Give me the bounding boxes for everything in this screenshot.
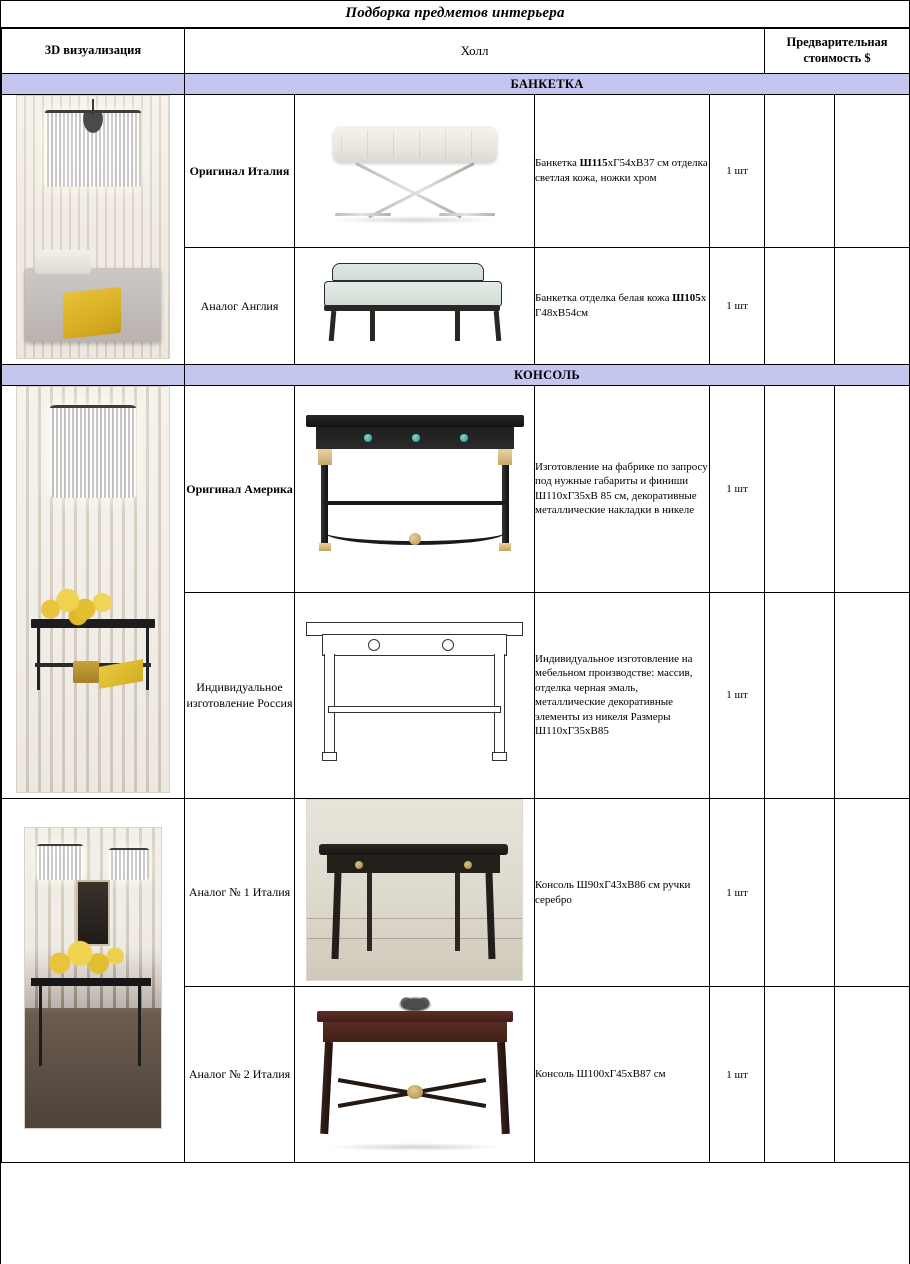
- bench-tufted-white-image: [315, 104, 515, 234]
- description-bold: Ш105: [672, 292, 701, 305]
- item-quantity: 1 шт: [710, 386, 765, 593]
- description-suffix: хГ54хВ37 см отделка светлая кожа, ножки хром: [535, 157, 708, 184]
- item-price-1[interactable]: [765, 386, 835, 593]
- console-top-shape: [306, 415, 524, 427]
- console-mahogany-x-image: [305, 987, 525, 1157]
- items-table: [1, 28, 910, 1163]
- console-leg: [320, 1042, 333, 1134]
- section-band-spacer-1: [2, 74, 185, 95]
- console-brass-cap: [318, 449, 332, 465]
- item-label: Индивидуальное изготовление Россия: [185, 592, 295, 799]
- bench-x-leg-right: [368, 162, 475, 218]
- console-foot-cap: [492, 752, 507, 761]
- console-apron-shape: [323, 1022, 507, 1042]
- item-price-2[interactable]: [835, 95, 910, 248]
- console-leg: [367, 873, 372, 951]
- item-price-1[interactable]: [765, 248, 835, 365]
- bench-leg: [493, 310, 501, 340]
- description-prefix: Банкетка отделка белая кожа: [535, 292, 673, 305]
- yellow-flowers-shape: [43, 940, 127, 982]
- table-row: [2, 386, 910, 593]
- render-bedroom-chandelier: [16, 95, 170, 359]
- console-stretcher: [324, 501, 506, 505]
- bench-leg: [455, 311, 460, 341]
- description-prefix: Банкетка: [535, 157, 580, 170]
- item-price-2[interactable]: [835, 386, 910, 593]
- product-image-cell: [295, 248, 535, 365]
- console-foot-cap: [319, 543, 331, 551]
- console-knob: [364, 434, 372, 442]
- render-hall-flowers: [16, 386, 170, 793]
- bench-x-leg-left: [355, 162, 462, 218]
- console-black-brass-image: [300, 401, 530, 571]
- console-leg: [324, 654, 335, 752]
- product-image-cell: [295, 95, 535, 248]
- item-quantity: 1 шт: [710, 799, 765, 987]
- handbag-shape: [73, 661, 99, 683]
- item-label: Аналог № 2 Италия: [185, 987, 295, 1163]
- console-leg: [332, 873, 342, 959]
- item-price-1[interactable]: [765, 95, 835, 248]
- console-medallion: [407, 1085, 423, 1099]
- item-price-2[interactable]: [835, 592, 910, 799]
- console-shadow: [325, 1143, 505, 1151]
- bench-leg: [328, 310, 336, 340]
- table-header-row: [2, 29, 910, 74]
- item-label: Аналог № 1 Италия: [185, 799, 295, 987]
- table-row: [2, 95, 910, 248]
- product-image-cell: [295, 386, 535, 593]
- console-ornament: [395, 995, 435, 1011]
- product-image-cell: [295, 592, 535, 799]
- console-leg: [146, 628, 149, 690]
- item-description: Консоль Ш90хГ43хВ86 см ручки серебро: [535, 799, 710, 987]
- console-apron-shape: [322, 634, 507, 656]
- section-band-row-konsol: [2, 365, 910, 386]
- item-price-1[interactable]: [765, 987, 835, 1163]
- bench-rail-shape: [324, 305, 500, 311]
- item-quantity: 1 шт: [710, 592, 765, 799]
- console-ring-pull: [442, 639, 454, 651]
- console-leg: [37, 628, 40, 690]
- console-top-shape: [319, 844, 508, 855]
- bench-back-shape: [332, 263, 484, 281]
- console-knob: [460, 434, 468, 442]
- console-leg: [138, 986, 141, 1066]
- item-quantity: 1 шт: [710, 95, 765, 248]
- product-image-cell: [295, 799, 535, 987]
- item-price-2[interactable]: [835, 987, 910, 1163]
- item-label: Оригинал Италия: [185, 95, 295, 248]
- console-leg: [39, 986, 42, 1066]
- header-price: Предварительная стоимость $: [765, 29, 910, 74]
- item-price-1[interactable]: [765, 799, 835, 987]
- item-description: Консоль Ш100хГ45хВ87 см: [535, 987, 710, 1163]
- yellow-throw-shape: [63, 287, 121, 339]
- bench-leg: [370, 311, 375, 341]
- item-description: Индивидуальное изготовление на мебельном производстве: массив, отделка черная эмаль, металлические декоративные элементы из никеля Размеры Ш110хГ35хВ85: [535, 592, 710, 799]
- console-brass-cap: [498, 449, 512, 465]
- console-foot-cap: [322, 752, 337, 761]
- visualization-cell-hall-dark: [2, 799, 185, 1163]
- chandelier-shape: [50, 405, 136, 498]
- bench-green-upholstered-image: [310, 255, 520, 353]
- item-quantity: 1 шт: [710, 248, 765, 365]
- description-bold: Ш115: [579, 157, 608, 170]
- console-medallion: [409, 533, 421, 545]
- visualization-cell-bedroom: [2, 95, 185, 365]
- console-leg: [486, 873, 496, 959]
- render-hall-dark-floor: [24, 827, 162, 1129]
- console-top-shape: [317, 1011, 513, 1022]
- item-price-2[interactable]: [835, 248, 910, 365]
- section-title-banketka: БАНКЕТКА: [185, 74, 910, 95]
- chandelier-shape: [45, 110, 141, 187]
- console-leg: [455, 873, 460, 951]
- item-label: Оригинал Америка: [185, 386, 295, 593]
- bench-seat-shape: [324, 281, 502, 307]
- console-apron-shape: [327, 855, 500, 873]
- section-title-konsol: КОНСОЛЬ: [185, 365, 910, 386]
- wall-art-shape: [76, 880, 110, 946]
- console-knob: [355, 861, 363, 869]
- item-description: [535, 248, 710, 365]
- console-dark-photo-image: [306, 799, 523, 981]
- bench-seat-shape: [333, 126, 497, 162]
- header-room: Холл: [185, 29, 765, 74]
- page-title: Подборка предметов интерьера: [1, 1, 909, 28]
- item-description: Изготовление на фабрике по запросу под нужные габариты и финиши Ш110хГ35хВ 85 см, декоративные металлические накладки в никеле: [535, 386, 710, 593]
- console-leg: [494, 654, 505, 752]
- section-band-spacer-2: [2, 365, 185, 386]
- table-row: [2, 799, 910, 987]
- console-shape: [31, 619, 155, 695]
- item-quantity: 1 шт: [710, 987, 765, 1163]
- console-knob: [412, 434, 420, 442]
- item-description: [535, 95, 710, 248]
- console-shape: [31, 978, 151, 1070]
- bench-shadow: [331, 216, 499, 224]
- console-shelf: [328, 706, 501, 713]
- yellow-flowers-shape: [35, 585, 121, 629]
- console-foot-cap: [499, 543, 511, 551]
- section-band-row-banketka: [2, 74, 910, 95]
- item-price-1[interactable]: [765, 592, 835, 799]
- description-suffix: х Г48хВ54см: [535, 292, 707, 319]
- chandelier-shape: [37, 844, 83, 880]
- chandelier-shape: [109, 848, 149, 880]
- product-image-cell: [295, 987, 535, 1163]
- item-price-2[interactable]: [835, 799, 910, 987]
- header-visualization: 3D визуализация: [2, 29, 185, 74]
- item-label: Аналог Англия: [185, 248, 295, 365]
- console-knob: [464, 861, 472, 869]
- console-leg: [497, 1042, 510, 1134]
- console-ring-pull: [368, 639, 380, 651]
- visualization-cell-hall-flowers: [2, 386, 185, 799]
- console-line-drawing-image: [302, 608, 527, 778]
